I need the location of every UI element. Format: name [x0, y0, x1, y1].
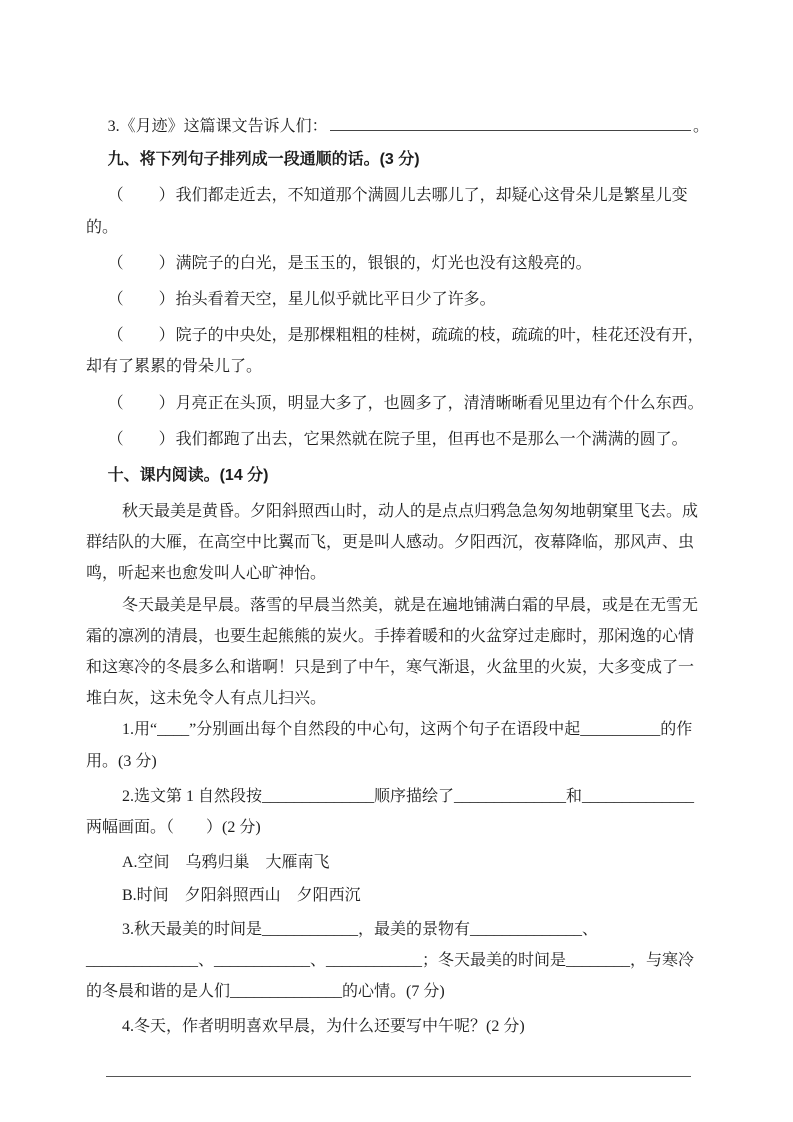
order-sentence-6: 我们都跑了出去，它果然就在院子里，但再也不是那么一个满满的圆了。: [175, 430, 688, 448]
order-sentence-5: 月亮正在头顶，明显大多了，也圆多了，清清晰晰看见里边有个什么东西。: [175, 394, 704, 412]
question-2-option-b: B.时间 夕阳斜照西山 夕阳西沉: [122, 887, 361, 905]
order-sentence-2: 满院子的白光，是玉玉的，银银的，灯光也没有这般亮的。: [175, 254, 592, 272]
reading-question-4: 4.冬天，作者明明喜欢早晨，为什么还要写中午呢？(2 分): [122, 1018, 525, 1036]
order-sentence-1: 我们都走近去，不知道那个满圆儿去哪儿了，却疑心这骨朵儿是繁星儿变的。: [86, 187, 688, 236]
section-ten-title: 十、课内阅读。(14 分): [107, 466, 269, 484]
order-bracket-1: （ ）: [107, 187, 176, 205]
order-bracket-3: （ ）: [107, 290, 176, 308]
reading-question-1: 1.用“____”分别画出每个自然段的中心句，这两个句子在语段中起__________的作用。(3 分): [86, 721, 693, 770]
question-yueji-text: 3.《月迹》这篇课文告诉人们：: [107, 118, 328, 136]
question-yueji-period: 。: [692, 118, 709, 136]
order-item-1: [86, 180, 709, 242]
order-bracket-6: （ ）: [107, 430, 176, 448]
order-bracket-4: （ ）: [107, 327, 176, 345]
order-item-4: [86, 320, 709, 382]
answer-blank-line: [330, 112, 691, 131]
passage-paragraph-1: 秋天最美是黄昏。夕阳斜照西山时，动人的是点点归鸦急急匆匆地朝窠里飞去。成群结队的大雁，在高空中比翼而飞，更是叫人感动。夕阳西沉，夜幕降临，那风声、虫鸣，听起来也愈发叫人心旷神怡。: [86, 503, 699, 583]
order-sentence-3: 抬头看着天空，星儿似乎就比平日少了许多。: [175, 290, 496, 308]
order-item-5: [86, 388, 709, 419]
reading-question-3: 3.秋天最美的时间是____________，最美的景物有______________、______________、____________、____________；冬天最美的时间是________，与寒冷的冬晨和谐的是人们______________的心情。(7 分): [86, 920, 695, 1000]
order-item-3: [86, 284, 709, 315]
passage-paragraph-2: 冬天最美是早晨。落雪的早晨当然美，就是在遍地铺满白霜的早晨，或是在无雪无霜的凛冽的清晨，也要生起熊熊的炭火。手捧着暖和的火盆穿过走廊时，那闲逸的心情和这寒冷的冬晨多么和谐啊！只是到了中午，寒气渐退，火盆里的火炭，大多变成了一堆白灰，这未免令人有点儿扫兴。: [86, 596, 699, 708]
reading-passage: [86, 496, 709, 714]
order-bracket-2: （ ）: [107, 254, 176, 272]
order-item-2: [86, 248, 709, 279]
order-bracket-5: （ ）: [107, 394, 176, 412]
reading-question-2: 2.选文第 1 自然段按______________顺序描绘了______________和______________两幅画面。（ ）(2 分): [86, 787, 695, 836]
section-nine-title: 九、将下列句子排列成一段通顺的话。(3 分): [107, 151, 420, 169]
answer-write-line: [106, 1076, 691, 1077]
question-yueji: [86, 112, 709, 136]
order-item-6: [86, 424, 709, 455]
question-2-option-a: A.空间 乌鸦归巢 大雁南飞: [122, 854, 330, 872]
order-sentence-4: 院子的中央处，是那棵粗粗的桂树，疏疏的枝，疏疏的叶，桂花还没有开，却有了累累的骨朵儿了。: [86, 327, 704, 376]
